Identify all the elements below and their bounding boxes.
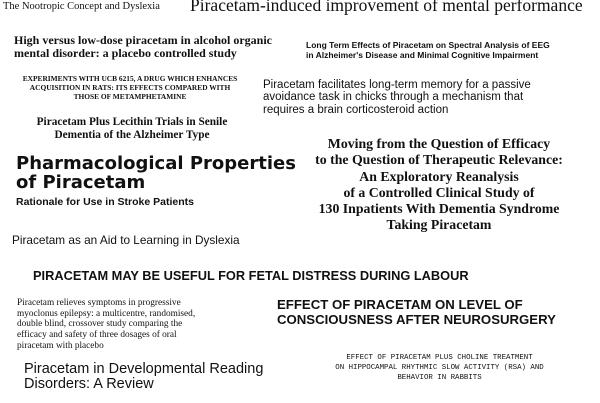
title-reading-disorders: Piracetam in Developmental Reading Disorders: A Review	[24, 361, 264, 393]
title-consciousness-neurosurgery: EFFECT OF PIRACETAM ON LEVEL OF CONSCIOUSNESS AFTER NEUROSURGERY	[277, 297, 556, 327]
title-ucb-6215: EXPERIMENTS WITH UCB 6215, A DRUG WHICH ENHANCES ACQUISITION IN RATS: ITS EFFECTS COMPARED WITH THOSE OF METAMPHETAMINE	[22, 74, 238, 101]
title-stroke-rationale: Rationale for Use in Stroke Patients	[16, 196, 194, 208]
title-fetal-distress: PIRACETAM MAY BE USEFUL FOR FETAL DISTRESS DURING LABOUR	[33, 268, 469, 283]
title-alcohol-study: High versus low-dose piracetam in alcohol organic mental disorder: a placebo controlled study	[14, 33, 272, 61]
title-pharmacological-properties: Pharmacological Properties of Piracetam	[16, 153, 296, 194]
title-chicks-memory: Piracetam facilitates long-term memory for a passive avoidance task in chicks through a mechanism that requires a brain corticosteroid action	[263, 79, 531, 116]
title-efficacy-reanalysis: Moving from the Question of Efficacy to the Question of Therapeutic Relevance: An Exploratory Reanalysis of a Controlled Clinical Study of 130 Inpatients With Dementia Syndrome Taking Piracetam	[315, 136, 563, 233]
title-lecithin-trials: Piracetam Plus Lecithin Trials in Senile Dementia of the Alzheimer Type	[36, 116, 228, 141]
title-mental-performance: Piracetam-induced improvement of mental performance	[190, 0, 583, 15]
title-choline-rabbits: EFFECT OF PIRACETAM PLUS CHOLINE TREATMENT ON HIPPOCAMPAL RHYTHMIC SLOW ACTIVITY (RSA) AND BEHAVIOR IN RABBITS	[335, 354, 544, 382]
title-nootropic-dyslexia: The Nootropic Concept and Dyslexia	[3, 1, 160, 12]
title-eeg-alzheimer: Long Term Effects of Piracetam on Spectral Analysis of EEG in Alzheimer's Disease and Minimal Cognitive Impairment	[306, 40, 550, 60]
title-myoclonus-epilepsy: Piracetam relieves symptoms in progressive myoclonus epilepsy: a multicentre, randomised, double blind, crossover study comparing the efficacy and safety of three dosages of oral piracetam with placebo	[17, 298, 196, 351]
title-learning-dyslexia: Piracetam as an Aid to Learning in Dyslexia	[12, 233, 240, 247]
